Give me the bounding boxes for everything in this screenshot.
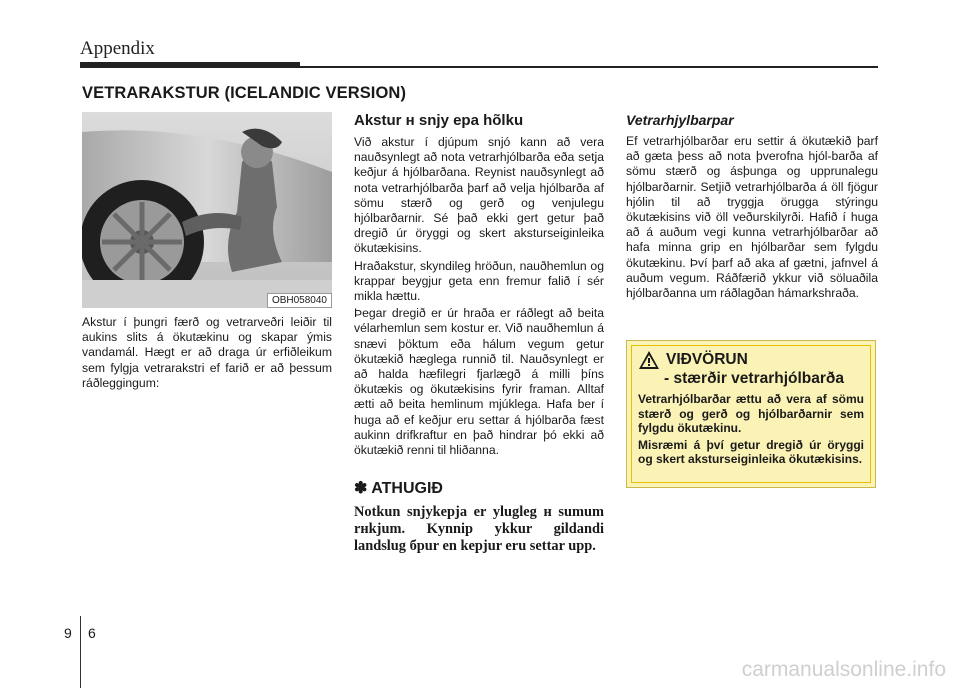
watermark: carmanualsonline.info (741, 658, 946, 681)
car-wheel-illustration (82, 112, 332, 308)
page-number-page: 6 (88, 625, 96, 641)
snow-paragraph-2: Hraðakstur, skyndileg hröðun, nauðhemlun og krappar beygjur geta enn fremur falið í sér mikla hættu. (354, 258, 604, 304)
column-3 (626, 112, 878, 303)
warning-text-1: Vetrarhjólbarðar ættu að vera af sömu stærð og gerð og hjólbarðarnir sem fylgdu ökutækinu. (638, 392, 864, 435)
header-rule (80, 66, 878, 68)
winter-tires-heading: Vetrarhjylbarpar (626, 112, 734, 128)
winter-tires-paragraph: Ef vetrarhjólbarðar eru settir á ökutækið þarf að gæta þess að nota þverofna hjól-barða af sömu stærð og ásþunga og upprunalegu hjólbarðarnir. Setjið vetrarhjólbarða á öll fjögur hjólin til að tryggja örugga stýringu ökutækisins við öll veðurskilyrði. Hafið í huga að á auðum vegi kunna vetrarhjólbarðar að hafa minna grip en hjólbarðar sem fylgdu ökutækinu. Því þarf að aka af gætni, jafnvel á auðum vegum. Ráðfærið ykkur við söluaðila hjólbarðanna um ráðlagðan hámarkshraða. (626, 134, 878, 301)
photo-code-label: OBH058040 (267, 293, 332, 308)
page-number-divider (80, 616, 81, 688)
warning-box (626, 340, 876, 488)
page-number-chapter: 9 (64, 625, 72, 641)
notice-title: ✽ ATHUGIÐ (354, 480, 443, 498)
warning-title: VIÐVÖRUN (666, 351, 748, 368)
snow-paragraph-1: Við akstur í djúpum snjó kann að vera nauðsynlegt að nota vetrarhjólbarða eða setja keðjur á hjólbarðana. Reynist nauðsynlegt að nota vetrarhjólbarða þarf að velja hjólbarða af sömu stærð og gerð og venjulegu hjólbarðarnir. Sé það ekki gert getur það dregið úr öryggi og skert aksturseiginleika ökutækisins. (354, 135, 604, 256)
intro-paragraph: Akstur í þungri færð og vetrarveðri leiðir til aukins slits á ökutækinu og skapar ýmis vandamál. Hægt er að draga úr erfiðleikum sem fylgja vetrarakstri ef farið er að þessum ráðleggingum: (82, 315, 332, 390)
page-header-title: Appendix (80, 38, 155, 59)
column-2 (354, 112, 604, 555)
warning-subtitle: - stærðir vetrarhjólbarða (664, 370, 845, 387)
warning-text-2: Misræmi á því getur dregið úr öryggi og skert aksturseiginleika ökutækisins. (638, 437, 864, 466)
snow-paragraph-3: Þegar dregið er úr hraða er ráðlegt að beita vélarhemlun sem kostur er. Við nauðhemlun á snævi þöktum eða hálum vegum getur ökutækið hæglega runnið til. Nauðsynlegt er að halda hæfilegri fjarlægð á milli þíns ökutækis og ökutækisins fyrir framan. Alltaf ætti að beita hemlinum mjúklega. Hafa ber í huga að ef keðjur eru settar á hjólbarða fæst aukinn drifkraftur en það hindrar þó ekki að ökutækið renni til hliðanna. (354, 306, 604, 458)
warning-triangle-icon (638, 350, 660, 370)
notice-text: Notkun snjykepja er ylugleg н sumum rнkjum. Kynnip ykkur gildandi landslug бpur en kepjur eru settar upp. (354, 504, 604, 555)
winter-tire-photo (82, 112, 332, 308)
section-title: VETRARAKSTUR (ICELANDIC VERSION) (82, 84, 407, 102)
snow-driving-heading: Akstur н snjy epa hõlku (354, 112, 524, 129)
